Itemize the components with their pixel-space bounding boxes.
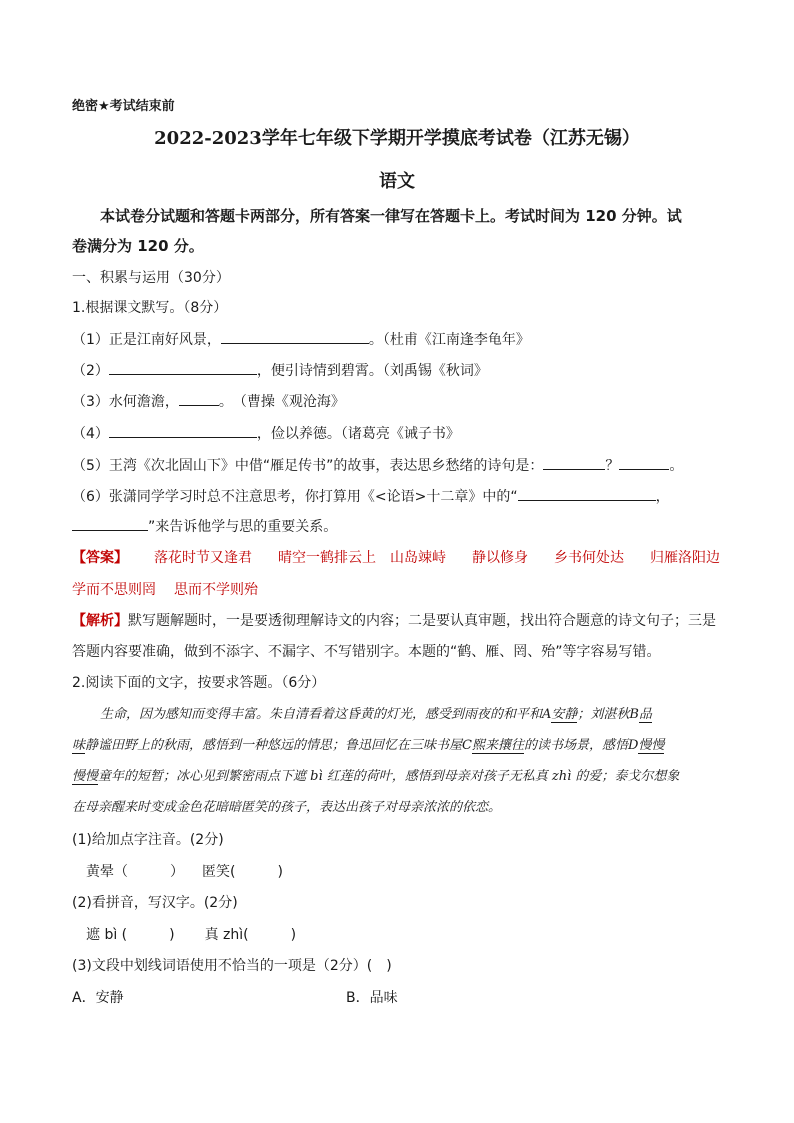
answer-blank[interactable] (179, 391, 219, 406)
sub1-stem: (1)给加点字注音。(2分) (72, 832, 224, 848)
answer-blank[interactable] (109, 423, 257, 438)
q1-item-4: （4） ，俭以养德。（诸葛亮《诫子书》 (72, 423, 460, 444)
question-1-stem: 1.根据课文默写。（8分） (72, 300, 228, 316)
analysis-label: 【解析】 (72, 613, 128, 629)
question-2-stem: 2.阅读下面的文字，按要求答题。（6分） (72, 675, 326, 691)
answer-blank[interactable] (72, 516, 148, 531)
q1-item-3: （3）水何澹澹， 。 （曹操《观沧海》 (72, 391, 345, 412)
q1-item-6-cont: ”来告诉他学与思的重要关系。 (72, 516, 337, 537)
option-b[interactable]: B．品味 (346, 990, 398, 1006)
q1-item-5: （5）王湾《次北固山下》中借“雁足传书”的故事，表达思乡愁绪的诗句是： ？ 。 (72, 455, 683, 476)
sub1-items: 黄晕（ ） 匿笑( ) (86, 864, 283, 880)
option-a[interactable]: A．安静 (72, 990, 124, 1006)
q1-item-6: （6）张潇同学学习时总不注意思考，你打算用《<论语>十二章》中的“ ， (72, 486, 670, 507)
q1-item-1: （1）正是江南好风景， 。（杜甫《江南逢李龟年》 (72, 329, 530, 350)
section-heading: 一、积累与运用（30分） (72, 270, 230, 286)
answer-blank[interactable] (543, 455, 605, 470)
sub2-stem: (2)看拼音，写汉字。(2分) (72, 895, 238, 911)
answer-blank[interactable] (518, 486, 656, 501)
analysis-line-1: 【解析】默写题解题时，一是要透彻理解诗文的内容；二是要认真审题，找出符合题意的诗文句子；三是 (72, 613, 716, 629)
answer-line-2: 学而不思则罔 思而不学则殆 (72, 582, 258, 598)
sub2-items: 遮 bì ( ) 真 zhì( ) (86, 927, 297, 943)
answer-blank[interactable] (109, 360, 257, 375)
intro-line-1: 本试卷分试题和答题卡两部分，所有答案一律写在答题卡上。考试时间为 120 分钟。试 (100, 207, 682, 225)
subject-title: 语文 (379, 171, 415, 192)
answer-blank[interactable] (619, 455, 669, 470)
answer-label: 【答案】 (72, 550, 128, 566)
secret-label: 绝密★考试结束前 (72, 99, 175, 114)
sub3-stem: (3)文段中划线词语使用不恰当的一项是（2分）( ) (72, 958, 392, 974)
analysis-line-2: 答题内容要准确，做到不添字、不漏字、不写错别字。本题的“鹤、雁、罔、殆”等字容易写错。 (72, 644, 661, 660)
passage-line-1: 生命，因为感知而变得丰富。朱自清看着这昏黄的灯光，感受到雨夜的和平和A安静；刘湛秋B品 (100, 707, 652, 722)
exam-title: 2022-2023学年七年级下学期开学摸底考试卷（江苏无锡） (154, 128, 640, 149)
passage-line-2: 味静谧田野上的秋雨，感悟到一种悠远的情思；鲁迅回忆在三味书屋C熙来攘往的读书场景，感悟D慢慢 (72, 738, 665, 753)
answer-blank[interactable] (221, 329, 369, 344)
q1-item-2: （2） ，便引诗情到碧霄。（刘禹锡《秋词》 (72, 360, 488, 381)
answer-line-1: 【答案】 落花时节又逢君 晴空一鹤排云上 山岛竦峙 静以修身 乡书何处达 归雁洛阳边 (72, 550, 720, 566)
passage-line-4: 在母亲醒来时变成金色花暗暗匿笑的孩子，表达出孩子对母亲浓浓的依恋。 (72, 800, 502, 815)
passage-line-3: 慢慢童年的短暂；冰心见到繁密雨点下遮 bì 红莲的荷叶，感悟到母亲对孩子无私真 zhì 的爱；泰戈尔想象 (72, 769, 680, 784)
intro-line-2: 卷满分为 120 分。 (72, 237, 204, 255)
